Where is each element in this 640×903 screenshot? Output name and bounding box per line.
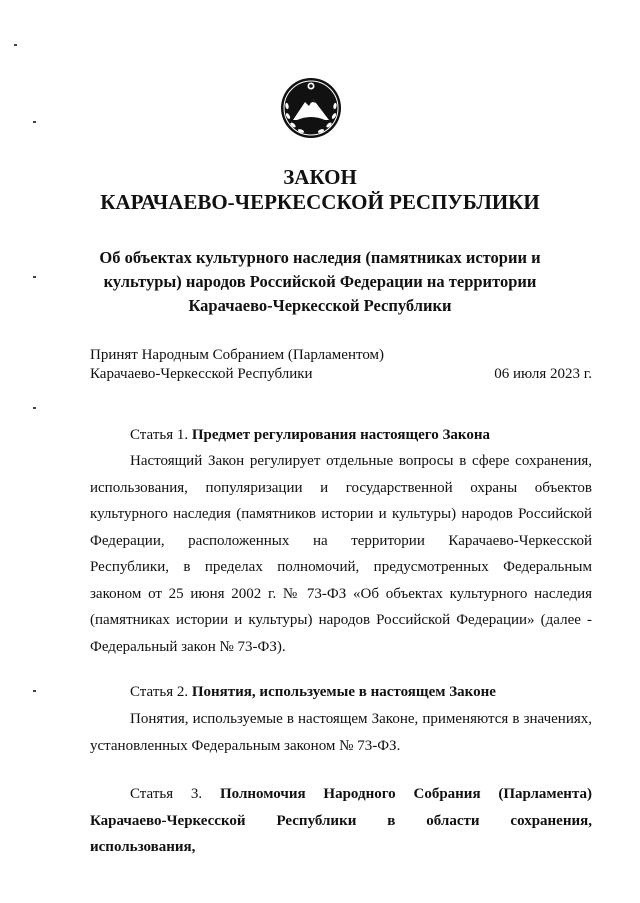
article-3-title: Полномочия Народного Собрания (Парламента) Карачаево-Черкесской Республики в области сохранения, использования, [90, 786, 592, 855]
article-2-label: Статья 2. [130, 684, 189, 700]
article-1-heading [90, 426, 592, 445]
article-3-label: Статья 3. [130, 786, 203, 802]
scan-mark [33, 276, 36, 278]
article-1-text: Настоящий Закон регулирует отдельные вопросы в сфере сохранения, использования, популяризации и государственной охраны объектов культурного наследия (памятников истории и культуры) народов Российской Федерации, расположенных на территории Карачаево-Черкесской Республики, в пределах полномочий, предусмотренных Федеральным законом от 25 июня 2002 г. № 73-ФЗ «Об объектах культурного наследия (памятниках истории и культуры) народов Российской Федерации» (далее - Федеральный закон № 73-ФЗ). [90, 453, 592, 655]
article-3-heading [90, 781, 592, 861]
scan-mark [33, 121, 36, 123]
adoption-line-1: Принят Народным Собранием (Парламентом) [90, 347, 385, 363]
scan-mark [33, 690, 36, 692]
document-type-heading: ЗАКОН [283, 165, 357, 189]
republic-heading: КАРАЧАЕВО-ЧЕРКЕССКОЙ РЕСПУБЛИКИ [100, 190, 540, 214]
article-2-title: Понятия, используемые в настоящем Законе [191, 684, 496, 700]
article-1-title: Предмет регулирования настоящего Закона [191, 427, 490, 443]
law-title: Об объектах культурного наследия (памятниках истории и культуры) народов Российской Федерации на территории Карачаево-Черкесской Республики [99, 248, 541, 315]
article-1-label: Статья 1. [130, 427, 189, 443]
scan-mark [33, 407, 36, 409]
adoption-date: 06 июля 2023 г. [494, 366, 592, 382]
scan-mark [14, 44, 17, 46]
adoption-line-2: Карачаево-Черкесской Республики [90, 366, 313, 382]
republic-emblem-icon [279, 76, 343, 140]
article-2-text: Понятия, используемые в настоящем Законе, применяются в значениях, установленных Федеральным законом № 73-ФЗ. [90, 711, 592, 754]
article-2-heading [90, 683, 592, 702]
adoption-info [90, 346, 592, 384]
